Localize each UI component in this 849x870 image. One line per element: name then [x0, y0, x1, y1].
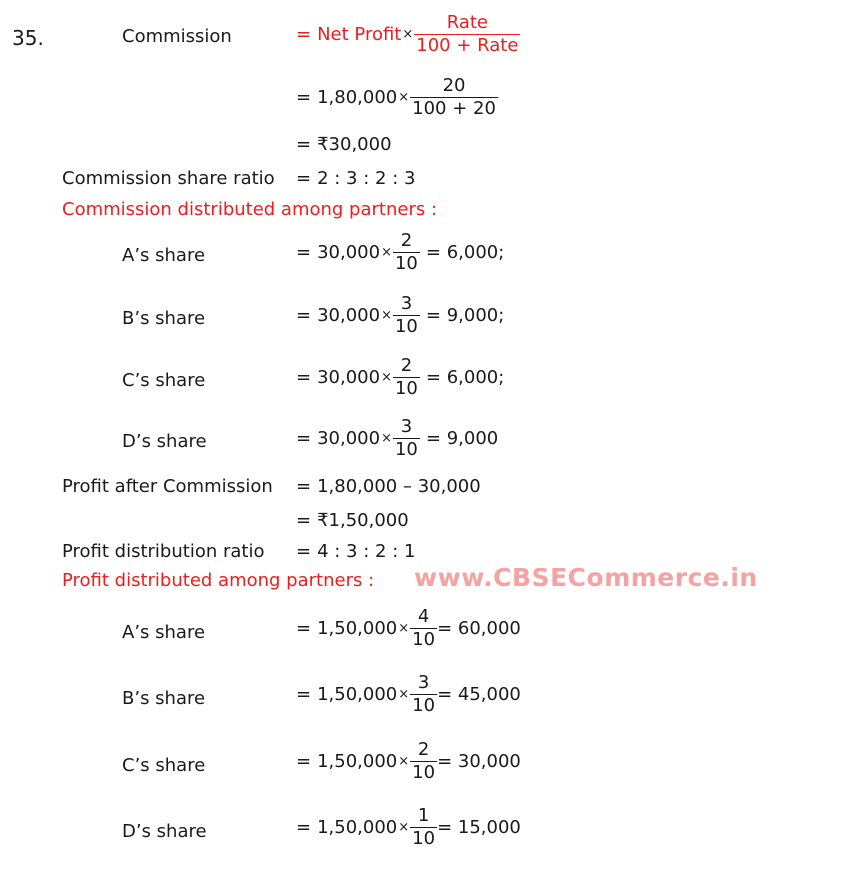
- times-sign: ×: [402, 27, 414, 42]
- equals-sign: =: [296, 817, 312, 838]
- share-base: 30,000: [317, 305, 381, 326]
- share-calc: [296, 608, 521, 649]
- fraction-numerator: Rate: [446, 12, 488, 33]
- times-sign: ×: [381, 370, 392, 385]
- commission-result: [296, 134, 392, 155]
- net-profit-value: 1,80,000: [317, 87, 398, 108]
- net-profit-term: Net Profit: [317, 24, 402, 45]
- share-base: 1,50,000: [317, 751, 398, 772]
- share-label: C’s share: [122, 370, 206, 391]
- profit-after-result: [296, 510, 409, 531]
- fraction-numerator: 1: [417, 805, 430, 826]
- share-label: A’s share: [122, 245, 206, 266]
- watermark: www.CBSECommerce.in: [414, 563, 758, 592]
- share-label: D’s share: [122, 431, 207, 452]
- fraction-denominator: 100 + Rate: [416, 35, 519, 56]
- equals-sign: =: [296, 428, 312, 449]
- share-fraction: [393, 295, 420, 336]
- commission-formula: [296, 14, 520, 55]
- share-result: = 9,000: [425, 428, 499, 449]
- share-base: 30,000: [317, 428, 381, 449]
- share-base: 1,50,000: [317, 618, 398, 639]
- commission-amount: ₹30,000: [317, 134, 392, 155]
- times-sign: ×: [398, 754, 410, 769]
- times-sign: ×: [381, 245, 392, 260]
- equals-sign: =: [296, 367, 312, 388]
- profit-ratio-label: Profit distribution ratio: [62, 541, 265, 562]
- share-fraction: [410, 608, 437, 649]
- equals-sign: =: [296, 87, 312, 108]
- fraction-denominator: 10: [394, 439, 418, 460]
- share-result: = 45,000: [437, 684, 521, 705]
- commission-label: Commission: [122, 26, 232, 47]
- share-calc: [296, 741, 521, 782]
- equals-sign: =: [296, 24, 312, 45]
- equals-sign: =: [296, 541, 312, 562]
- equals-sign: =: [296, 684, 312, 705]
- share-result: = 9,000;: [425, 305, 505, 326]
- fraction-numerator: 2: [400, 355, 413, 376]
- share-fraction: [393, 357, 420, 398]
- rate-fraction: [410, 77, 498, 118]
- fraction-denominator: 10: [394, 253, 418, 274]
- equals-sign: =: [296, 751, 312, 772]
- equals-sign: =: [296, 476, 312, 497]
- fraction-denominator: 10: [412, 828, 436, 849]
- share-base: 1,50,000: [317, 817, 398, 838]
- fraction-denominator: 10: [412, 629, 436, 650]
- share-fraction: [410, 674, 437, 715]
- share-fraction: [410, 807, 437, 848]
- fraction-numerator: 3: [417, 672, 430, 693]
- times-sign: ×: [381, 431, 392, 446]
- commission-heading: Commission distributed among partners :: [62, 199, 438, 220]
- share-fraction: [410, 741, 437, 782]
- equals-sign: =: [296, 134, 312, 155]
- equals-sign: =: [296, 168, 312, 189]
- share-calc: [296, 418, 498, 459]
- fraction-numerator: 4: [417, 606, 430, 627]
- equals-sign: =: [296, 305, 312, 326]
- share-base: 30,000: [317, 367, 381, 388]
- fraction-denominator: 10: [394, 378, 418, 399]
- profit-after-calc: [296, 476, 481, 497]
- profit-after-amount: ₹1,50,000: [317, 510, 409, 531]
- question-number: 35.: [12, 26, 44, 50]
- profit-ratio-value: 4 : 3 : 2 : 1: [317, 541, 416, 562]
- share-label: B’s share: [122, 688, 206, 709]
- share-label: A’s share: [122, 622, 206, 643]
- commission-ratio: [296, 168, 415, 189]
- share-calc: [296, 807, 521, 848]
- profit-ratio: [296, 541, 415, 562]
- fraction-numerator: 2: [417, 739, 430, 760]
- fraction-denominator: 10: [412, 695, 436, 716]
- share-fraction: [393, 418, 420, 459]
- share-calc: [296, 232, 504, 273]
- rate-fraction: [414, 14, 520, 55]
- fraction-numerator: 2: [400, 230, 413, 251]
- share-label: D’s share: [122, 821, 207, 842]
- commission-ratio-label: Commission share ratio: [62, 168, 275, 189]
- times-sign: ×: [381, 308, 392, 323]
- times-sign: ×: [398, 820, 410, 835]
- share-calc: [296, 357, 504, 398]
- share-result: = 6,000;: [425, 242, 505, 263]
- profit-after-label: Profit after Commission: [62, 476, 273, 497]
- share-label: B’s share: [122, 308, 206, 329]
- equals-sign: =: [296, 242, 312, 263]
- commission-ratio-value: 2 : 3 : 2 : 3: [317, 168, 416, 189]
- equals-sign: =: [296, 510, 312, 531]
- times-sign: ×: [398, 621, 410, 636]
- share-base: 1,50,000: [317, 684, 398, 705]
- fraction-denominator: 10: [412, 762, 436, 783]
- share-result: = 30,000: [437, 751, 521, 772]
- share-fraction: [393, 232, 420, 273]
- profit-after-expression: 1,80,000 – 30,000: [317, 476, 481, 497]
- profit-heading: Profit distributed among partners :: [62, 570, 375, 591]
- share-result: = 60,000: [437, 618, 521, 639]
- share-calc: [296, 295, 504, 336]
- fraction-numerator: 3: [400, 293, 413, 314]
- times-sign: ×: [398, 90, 410, 105]
- share-calc: [296, 674, 521, 715]
- fraction-denominator: 10: [394, 316, 418, 337]
- share-label: C’s share: [122, 755, 206, 776]
- equals-sign: =: [296, 618, 312, 639]
- fraction-numerator: 3: [400, 416, 413, 437]
- times-sign: ×: [398, 687, 410, 702]
- share-result: = 15,000: [437, 817, 521, 838]
- share-result: = 6,000;: [425, 367, 505, 388]
- commission-calc: [296, 77, 498, 118]
- fraction-numerator: 20: [442, 75, 466, 96]
- fraction-denominator: 100 + 20: [412, 98, 496, 119]
- share-base: 30,000: [317, 242, 381, 263]
